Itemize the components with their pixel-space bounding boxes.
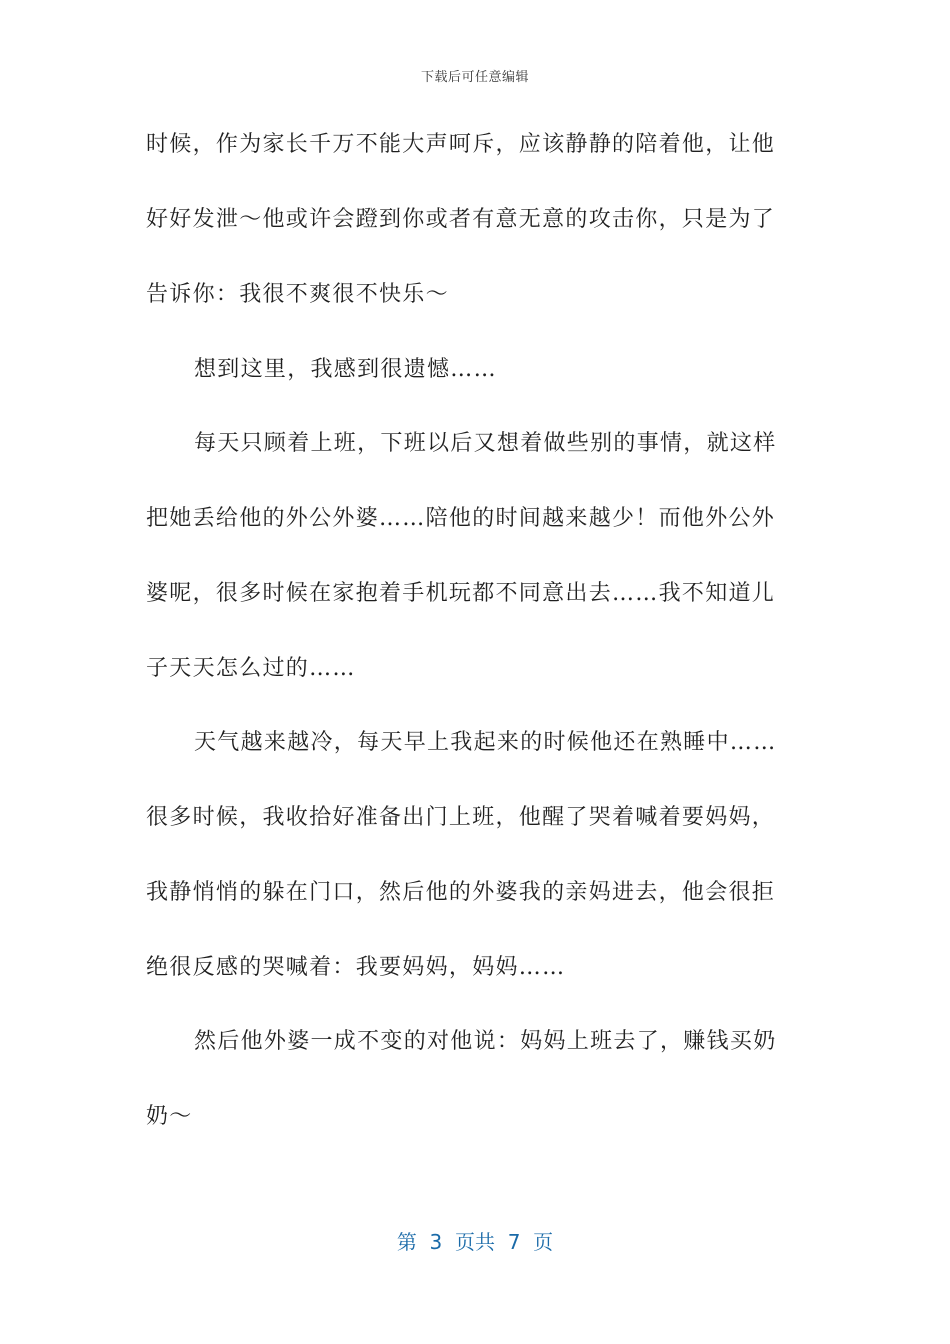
body-line: 把她丢给他的外公外婆……陪他的时间越来越少！而他外公外 [146,506,776,531]
body-line: 好好发泄～他或许会蹬到你或者有意无意的攻击你，只是为了 [146,207,776,232]
body-line: 我静悄悄的躲在门口，然后他的外婆我的亲妈进去，他会很拒 [146,880,776,905]
body-line: 婆呢，很多时候在家抱着手机玩都不同意出去……我不知道儿 [146,581,776,606]
body-line: 奶～ [146,1104,193,1129]
body-line: 很多时候，我收拾好准备出门上班，他醒了哭着喊着要妈妈， [146,805,776,830]
body-line: 绝很反感的哭喊着：我要妈妈，妈妈…… [146,955,566,980]
paragraph-start-line: 想到这里，我感到很遗憾…… [194,357,497,382]
page-header-note: 下载后可任意编辑 [420,70,529,85]
body-line: 子天天怎么过的…… [146,656,356,681]
paragraph-start-line: 天气越来越冷，每天早上我起来的时候他还在熟睡中…… [194,730,777,755]
paragraph-start-line: 然后他外婆一成不变的对他说：妈妈上班去了，赚钱买奶 [194,1029,777,1054]
paragraph-start-line: 每天只顾着上班，下班以后又想着做些别的事情，就这样 [194,431,777,456]
body-line: 时候，作为家长千万不能大声呵斥，应该静静的陪着他，让他 [146,132,776,157]
page-number-footer: 第 3 页共 7 页 [396,1230,554,1254]
body-line: 告诉你：我很不爽很不快乐～ [146,282,449,307]
